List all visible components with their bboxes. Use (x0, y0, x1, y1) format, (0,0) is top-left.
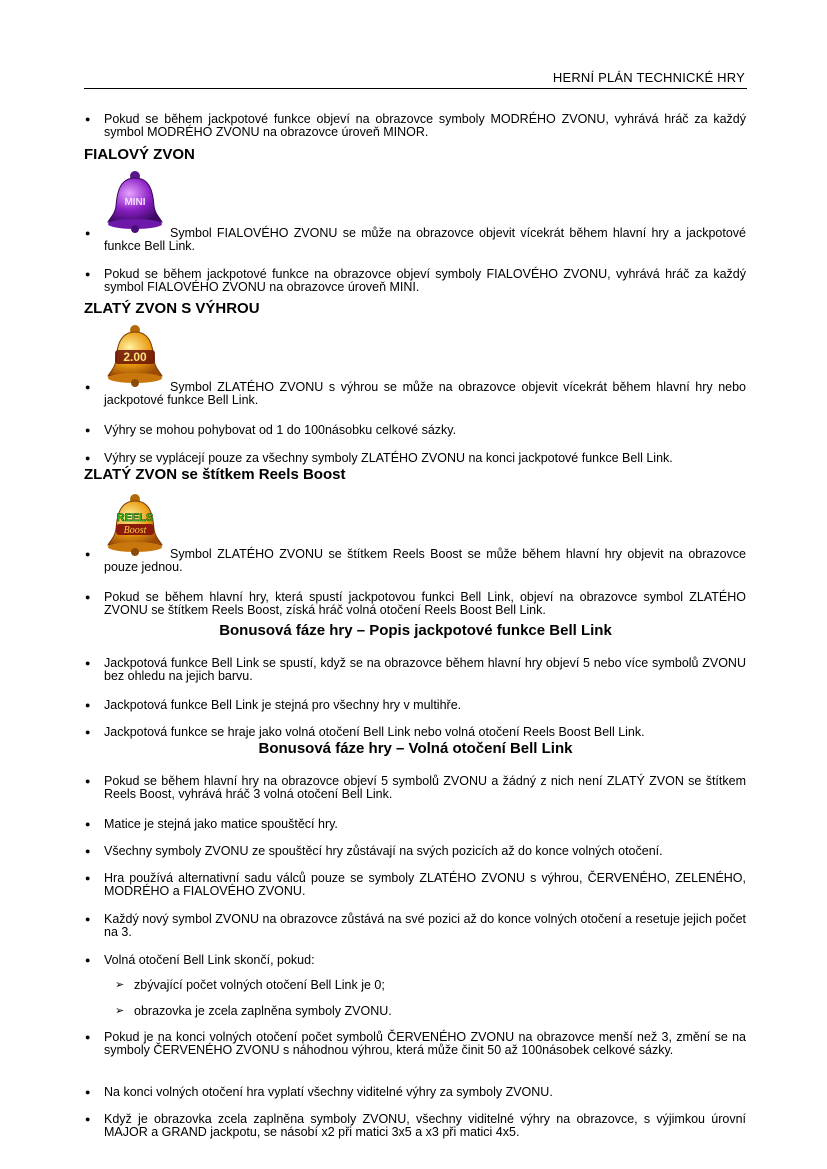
gold-bell-bullet-2: ● Výhry se mohou pohybovat od 1 do 100násobku celkové sázky. (104, 424, 746, 437)
bonus2-bullet-9: ● Když je obrazovka zcela zaplněna symboly ZVONU, všechny viditelné výhry na obrazovce, s výjimkou úrovní MAJOR a GRAND jackpotu, se násobí x2 při matici 3x5 a x3 při matici 4x5. (104, 1113, 746, 1139)
bonus2-bullet-3: ● Všechny symboly ZVONU ze spouštěcí hry zůstávají na svých pozicích až do konce volných otočení. (104, 845, 746, 858)
bonus1-bullet-2: ● Jackpotová funkce Bell Link je stejná pro všechny hry v multihře. (104, 699, 746, 712)
purple-bell-icon (104, 168, 166, 234)
bonus2-bullet-7: ● Pokud je na konci volných otočení počet symbolů ČERVENÉHO ZVONU na obrazovce menší než 3, změní se na symboly ČERVENÉHO ZVONU s náhodnou výhrou, která může činit 50 až 100násobek celkové sázky. (104, 1031, 746, 1057)
bonus2-subbullet-2: ➢ obrazovka je zcela zaplněna symboly ZVONU. (134, 1005, 746, 1018)
bonus-jackpot-heading: Bonusová fáze hry – Popis jackpotové funkce Bell Link (219, 622, 612, 639)
bonus2-bullet-2: ● Matice je stejná jako matice spouštěcí hry. (104, 818, 746, 831)
gold-bell-bullet-1-text: Symbol ZLATÉHO ZVONU s výhrou se může na obrazovce objevit vícekrát během hlavní hry nebo jackpotové funkce Bell Link. (104, 380, 746, 407)
gold-bell-heading: ZLATÝ ZVON S VÝHROU (84, 300, 260, 317)
reels-boost-icon-label-1: REELS (116, 512, 154, 524)
purple-bell-icon-label: MINI (124, 197, 146, 208)
boost-bell-bullet-1-text: Symbol ZLATÉHO ZVONU se štítkem Reels Boost se může během hlavní hry objevit na obrazovce pouze jednou. (104, 547, 746, 574)
boost-bell-bullet-1 (104, 548, 746, 574)
gold-bell-icon (104, 322, 166, 388)
bonus-free-spins-heading: Bonusová fáze hry – Volná otočení Bell Link (258, 740, 573, 757)
purple-bell-bullet-1-text: Symbol FIALOVÉHO ZVONU se může na obrazovce objevit vícekrát během hlavní hry a jackpotové funkce Bell Link. (104, 226, 746, 253)
gold-bell-bullet-3: ● Výhry se vyplácejí pouze za všechny symboly ZLATÉHO ZVONU na konci jackpotové funkce Bell Link. (104, 452, 746, 465)
purple-bell-bullet-2: ● Pokud se během jackpotové funkce na obrazovce objeví symboly FIALOVÉHO ZVONU, vyhrává hráč za každý symbol FIALOVÉHO ZVONU na obrazovce úroveň MINI. (104, 268, 746, 294)
bonus2-subbullet-1: ➢ zbývající počet volných otočení Bell Link je 0; (134, 979, 746, 992)
bonus2-bullet-1: ● Pokud se během hlavní hry na obrazovce objeví 5 symbolů ZVONU a žádný z nich není ZLATÝ ZVON se štítkem Reels Boost, vyhrává hráč 3 volná otočení Bell Link. (104, 775, 746, 801)
bonus1-bullet-1: ● Jackpotová funkce Bell Link se spustí, když se na obrazovce během hlavní hry objeví 5 nebo více symbolů ZVONU bez ohledu na jejich barvu. (104, 657, 746, 683)
blue-bell-bullet: ● Pokud se během jackpotové funkce objeví na obrazovce symboly MODRÉHO ZVONU, vyhrává hráč za každý symbol MODRÉHO ZVONU na obrazovce úroveň MINOR. (104, 113, 746, 139)
purple-bell-heading: FIALOVÝ ZVON (84, 146, 195, 163)
gold-bell-icon-label: 2.00 (123, 350, 147, 364)
header-divider (84, 88, 747, 89)
bonus1-bullet-3: ● Jackpotová funkce se hraje jako volná otočení Bell Link nebo volná otočení Reels Boost Bell Link. (104, 726, 746, 739)
gold-bell-bullet-1 (104, 381, 746, 407)
boost-bell-bullet-2: ● Pokud se během hlavní hry, která spustí jackpotovou funkci Bell Link, objeví na obrazovce symbol ZLATÉHO ZVONU se štítkem Reels Boost, získá hráč volná otočení Reels Boost Bell Link. (104, 591, 746, 617)
bonus2-bullet-8: ● Na konci volných otočení hra vyplatí všechny viditelné výhry za symboly ZVONU. (104, 1086, 746, 1099)
page-header: HERNÍ PLÁN TECHNICKÉ HRY (552, 70, 745, 85)
boost-bell-heading: ZLATÝ ZVON se štítkem Reels Boost (84, 466, 346, 483)
bonus2-bullet-5: ● Každý nový symbol ZVONU na obrazovce zůstává na své pozici až do konce volných otočení a resetuje jejich počet na 3. (104, 913, 746, 939)
bonus2-bullet-4: ● Hra používá alternativní sadu válců pouze se symboly ZLATÉHO ZVONU s výhrou, ČERVENÉHO, ZELENÉHO, MODRÉHO a FIALOVÉHO ZVONU. (104, 872, 746, 898)
purple-bell-bullet-1 (104, 227, 746, 253)
bonus2-bullet-6: ● Volná otočení Bell Link skončí, pokud: (104, 954, 746, 967)
reels-boost-icon-label-2: Boost (123, 525, 147, 536)
